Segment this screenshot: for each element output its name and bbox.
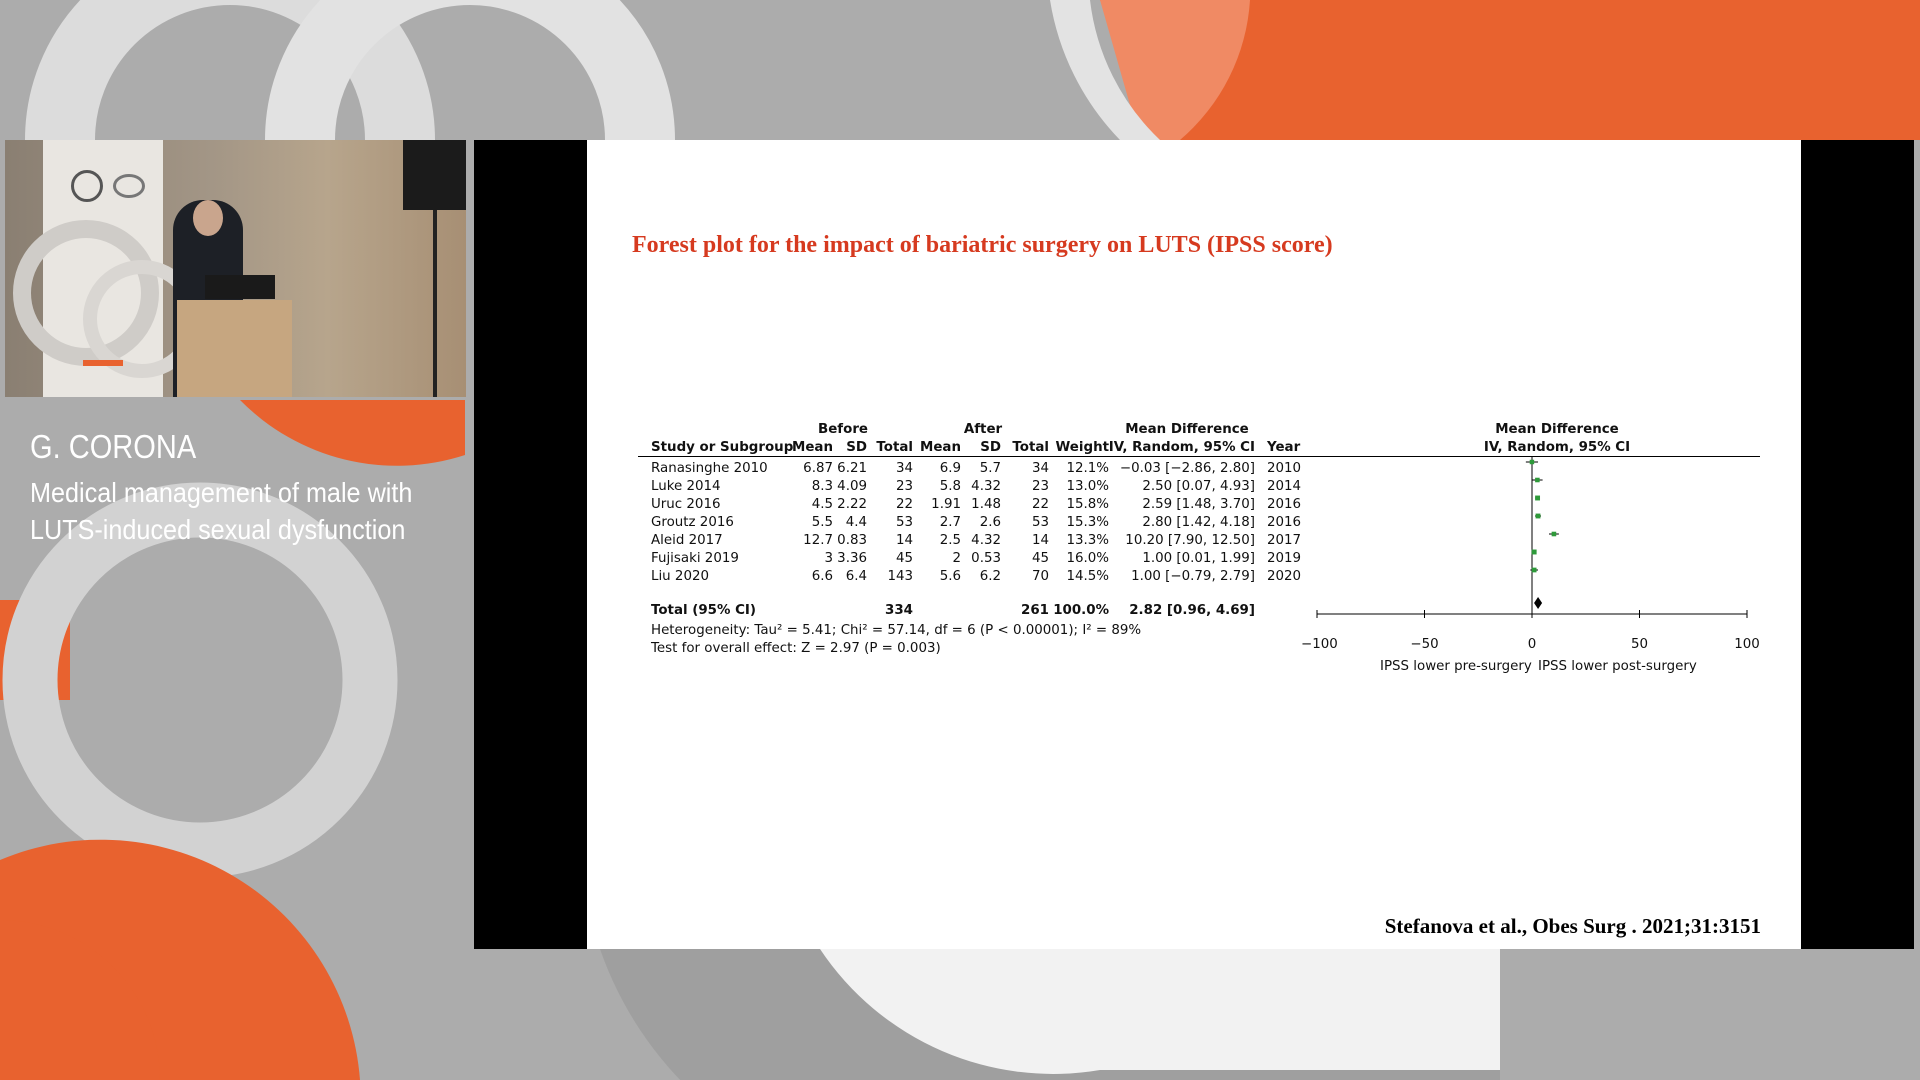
total-before: 334 [885,603,913,618]
x-tick-label: 100 [1734,637,1760,652]
cell-sd-before: 4.09 [837,479,867,494]
cell-study: Groutz 2016 [651,515,734,530]
heterogeneity-text: Heterogeneity: Tau² = 5.41; Chi² = 57.14, df = 6 (P < 0.00001); I² = 89% [651,623,1142,638]
loudspeaker [403,140,466,210]
cell-total-before: 14 [895,533,913,548]
total-label: Total (95% CI) [651,603,757,618]
cell-study: Liu 2020 [651,569,710,584]
cell-total-before: 22 [895,497,913,512]
cell-weight: 13.3% [1066,533,1109,548]
total-weight: 100.0% [1053,603,1109,618]
header-md-table: Mean Difference [1125,422,1249,437]
x-tick-label: 0 [1527,637,1537,652]
loudspeaker-stand [433,210,437,397]
x-tick-label: −100 [1301,637,1338,652]
banner-logo-icon [113,174,145,198]
cell-weight: 15.3% [1066,515,1109,530]
cell-mean-before: 12.7 [803,533,833,548]
cell-md: 1.00 [0.01, 1.99] [1142,551,1255,566]
cell-year: 2016 [1267,497,1302,512]
speaker-name: G. CORONA [30,428,197,465]
x-tick-label: 50 [1630,637,1649,652]
cell-study: Fujisaki 2019 [651,551,739,566]
col-weight: Weight [1055,440,1109,455]
speaker-video [5,140,466,397]
col-mean-before: Mean [792,440,833,455]
cell-year: 2010 [1267,461,1302,476]
cell-year: 2019 [1267,551,1302,566]
col-md: IV, Random, 95% CI [1108,440,1255,455]
cell-study: Uruc 2016 [651,497,721,512]
study-marker [1536,514,1541,519]
col-sd-before: SD [846,440,867,455]
cell-mean-after: 2.5 [939,533,961,548]
cell-mean-before: 8.3 [811,479,833,494]
header-md-plot: Mean Difference [1495,422,1619,437]
banner-logo-icon [71,170,103,202]
speaker-head [193,200,223,236]
study-marker [1535,496,1540,501]
cell-total-after: 23 [1031,479,1049,494]
cell-year: 2016 [1267,515,1302,530]
cell-total-before: 143 [887,569,913,584]
total-after: 261 [1021,603,1049,618]
cell-sd-after: 1.48 [971,497,1001,512]
cell-sd-before: 2.22 [837,497,867,512]
col-study: Study or Subgroup [651,440,794,455]
banner-stripe [83,360,123,366]
presentation-screen [474,140,1914,949]
slide [587,140,1801,949]
cell-weight: 16.0% [1066,551,1109,566]
cell-mean-before: 4.5 [811,497,833,512]
col-plot-md: IV, Random, 95% CI [1483,440,1631,455]
cell-md: 2.59 [1.48, 3.70] [1142,497,1255,512]
study-marker [1535,478,1540,483]
col-sd-after: SD [980,440,1001,455]
cell-weight: 15.8% [1066,497,1109,512]
cell-mean-before: 3 [824,551,833,566]
event-banner [43,140,163,397]
cell-sd-before: 3.36 [837,551,867,566]
overall-effect-text: Test for overall effect: Z = 2.97 (P = 0.003) [651,641,941,656]
cell-total-before: 45 [895,551,913,566]
cell-sd-after: 5.7 [979,461,1001,476]
laptop [205,275,275,299]
cell-total-after: 34 [1031,461,1049,476]
study-marker [1552,532,1557,537]
slide-title: Forest plot for the impact of bariatric surgery on LUTS (IPSS score) [632,232,1333,258]
cell-total-before: 23 [895,479,913,494]
pooled-diamond [1534,597,1542,609]
cell-sd-before: 0.83 [837,533,867,548]
citation: Stefanova et al., Obes Surg . 2021;31:3151 [1384,914,1761,938]
cell-sd-after: 4.32 [971,479,1001,494]
cell-study: Ranasinghe 2010 [651,461,768,476]
header-before: Before [818,422,868,437]
study-marker [1532,568,1537,573]
cell-mean-after: 1.91 [931,497,961,512]
cell-total-after: 22 [1031,497,1049,512]
cell-weight: 13.0% [1066,479,1109,494]
cell-mean-before: 5.5 [811,515,833,530]
cell-mean-before: 6.6 [811,569,833,584]
cell-sd-after: 6.2 [979,569,1001,584]
cell-md: −0.03 [−2.86, 2.80] [1119,461,1255,476]
axis-label-right: IPSS lower post-surgery [1538,659,1697,674]
cell-weight: 12.1% [1066,461,1109,476]
x-tick-label: −50 [1410,637,1439,652]
cell-md: 1.00 [−0.79, 2.79] [1131,569,1255,584]
cell-md: 2.50 [0.07, 4.93] [1142,479,1255,494]
cell-mean-after: 2 [952,551,961,566]
cell-mean-after: 2.7 [939,515,961,530]
cell-sd-after: 2.6 [979,515,1001,530]
col-total-after: Total [1012,440,1049,455]
cell-sd-after: 0.53 [971,551,1001,566]
cell-total-before: 53 [895,515,913,530]
forest-plot [1307,456,1767,656]
cell-total-after: 53 [1031,515,1049,530]
cell-sd-before: 4.4 [845,515,867,530]
cell-md: 10.20 [7.90, 12.50] [1125,533,1255,548]
cell-study: Aleid 2017 [651,533,723,548]
cell-sd-before: 6.4 [845,569,867,584]
cell-mean-after: 6.9 [939,461,961,476]
total-md: 2.82 [0.96, 4.69] [1129,603,1255,618]
cell-year: 2014 [1267,479,1302,494]
col-year: Year [1267,440,1301,455]
col-total-before: Total [876,440,913,455]
cell-total-before: 34 [895,461,913,476]
cell-weight: 14.5% [1066,569,1109,584]
cell-total-after: 70 [1031,569,1049,584]
cell-study: Luke 2014 [651,479,721,494]
cell-year: 2017 [1267,533,1302,548]
cell-sd-before: 6.21 [837,461,867,476]
cell-md: 2.80 [1.42, 4.18] [1142,515,1255,530]
cell-total-after: 45 [1031,551,1049,566]
cell-sd-after: 4.32 [971,533,1001,548]
talk-title: Medical management of male with LUTS-induced sexual dysfunction [30,477,413,545]
cell-year: 2020 [1267,569,1302,584]
study-marker [1530,460,1534,464]
col-mean-after: Mean [920,440,961,455]
cell-mean-after: 5.8 [939,479,961,494]
study-marker [1532,550,1537,555]
cell-total-after: 14 [1031,533,1049,548]
header-after: After [963,422,1003,437]
cell-mean-after: 5.6 [939,569,961,584]
axis-label-left: IPSS lower pre-surgery [1380,659,1532,674]
cell-mean-before: 6.87 [803,461,833,476]
podium [177,300,292,397]
